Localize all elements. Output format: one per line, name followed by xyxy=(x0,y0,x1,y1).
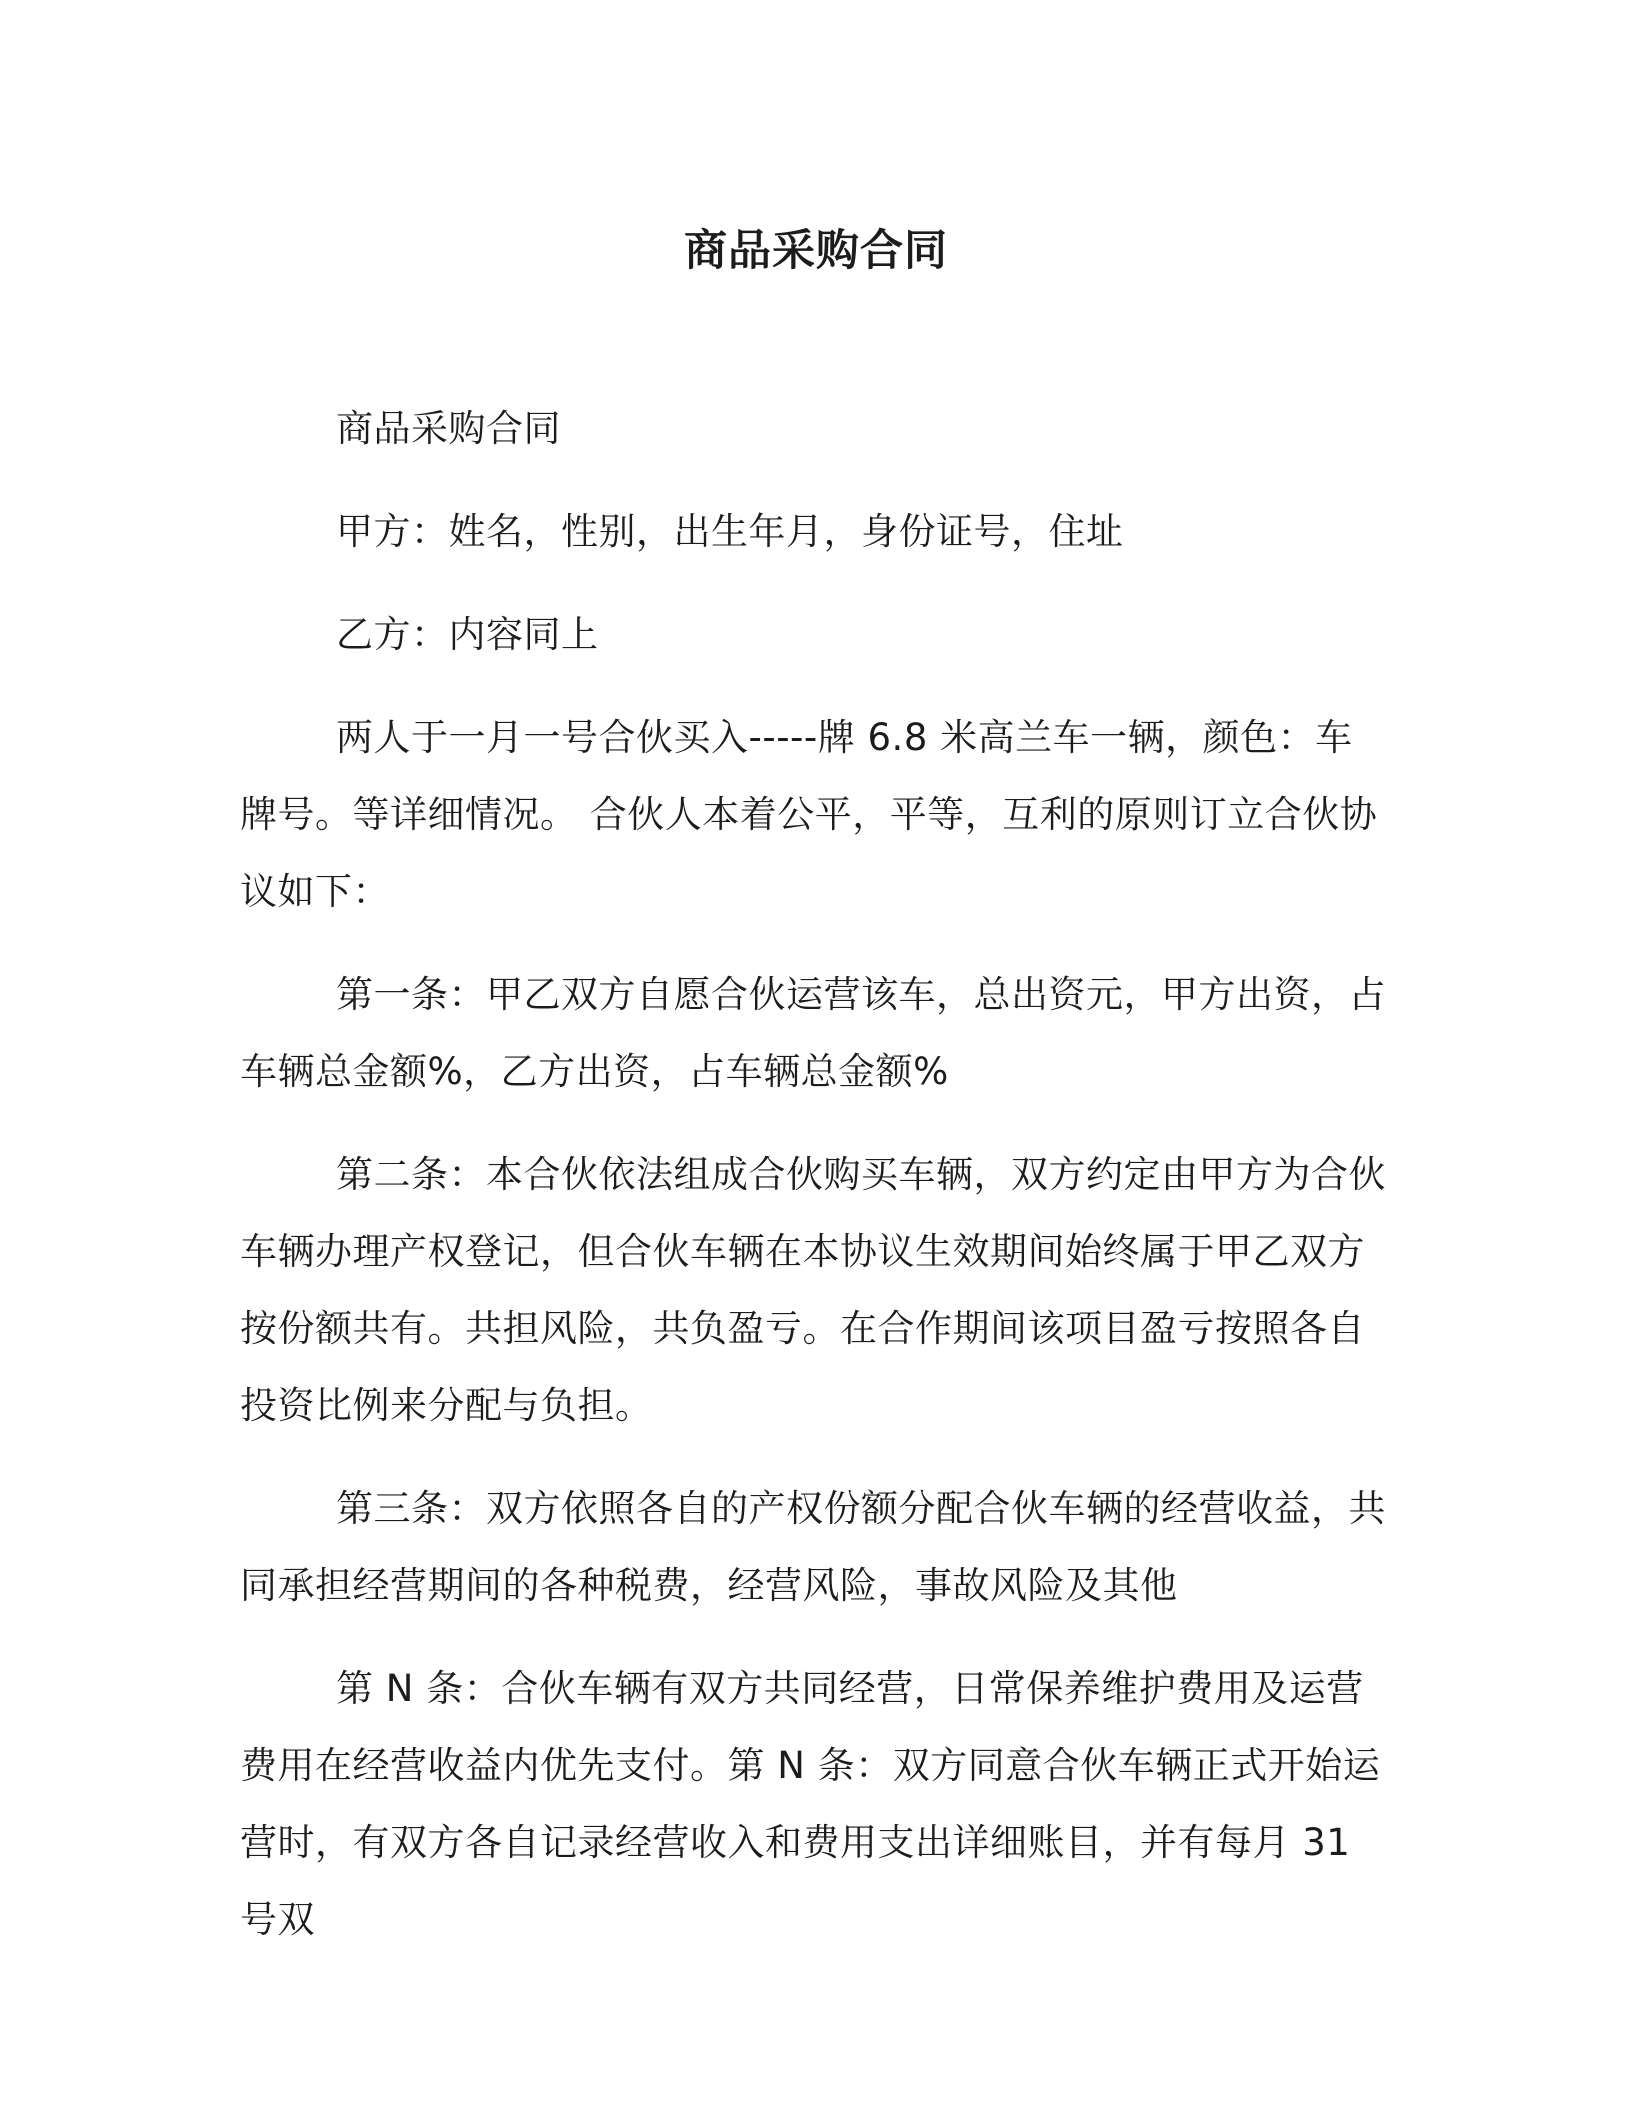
paragraph-article-2: 第二条：本合伙依法组成合伙购买车辆，双方约定由甲方为合伙车辆办理产权登记，但合伙车辆在本协议生效期间始终属于甲乙双方按份额共有。共担风险，共负盈亏。在合作期间该项目盈亏按照各自投资比例来分配与负担。 xyxy=(240,1153,1386,1427)
paragraph-intro: 两人于一月一号合伙买入-----牌 6.8 米高兰车一辆，颜色：车牌号。等详细情况。 合伙人本着公平，平等，互利的原则订立合伙协议如下： xyxy=(240,716,1378,913)
paragraph-article-3: 第三条：双方依照各自的产权份额分配合伙车辆的经营收益，共同承担经营期间的各种税费，经营风险，事故风险及其他 xyxy=(240,1487,1386,1607)
paragraph-subtitle: 商品采购合同 xyxy=(336,407,561,450)
document-body xyxy=(240,390,1390,1984)
paragraph-party-b: 乙方：内容同上 xyxy=(336,613,599,656)
paragraph-article-n: 第 N 条：合伙车辆有双方共同经营，日常保养维护费用及运营费用在经营收益内优先支付。第 N 条：双方同意合伙车辆正式开始运营时，有双方各自记录经营收入和费用支出详细账目，并有每月 31 号双 xyxy=(240,1667,1381,1941)
paragraph-party-a: 甲方：姓名，性别，出生年月，身份证号，住址 xyxy=(336,510,1124,553)
document-title: 商品采购合同 xyxy=(684,226,948,276)
paragraph-article-1: 第一条：甲乙双方自愿合伙运营该车，总出资元，甲方出资，占车辆总金额%，乙方出资，占车辆总金额% xyxy=(240,973,1386,1093)
